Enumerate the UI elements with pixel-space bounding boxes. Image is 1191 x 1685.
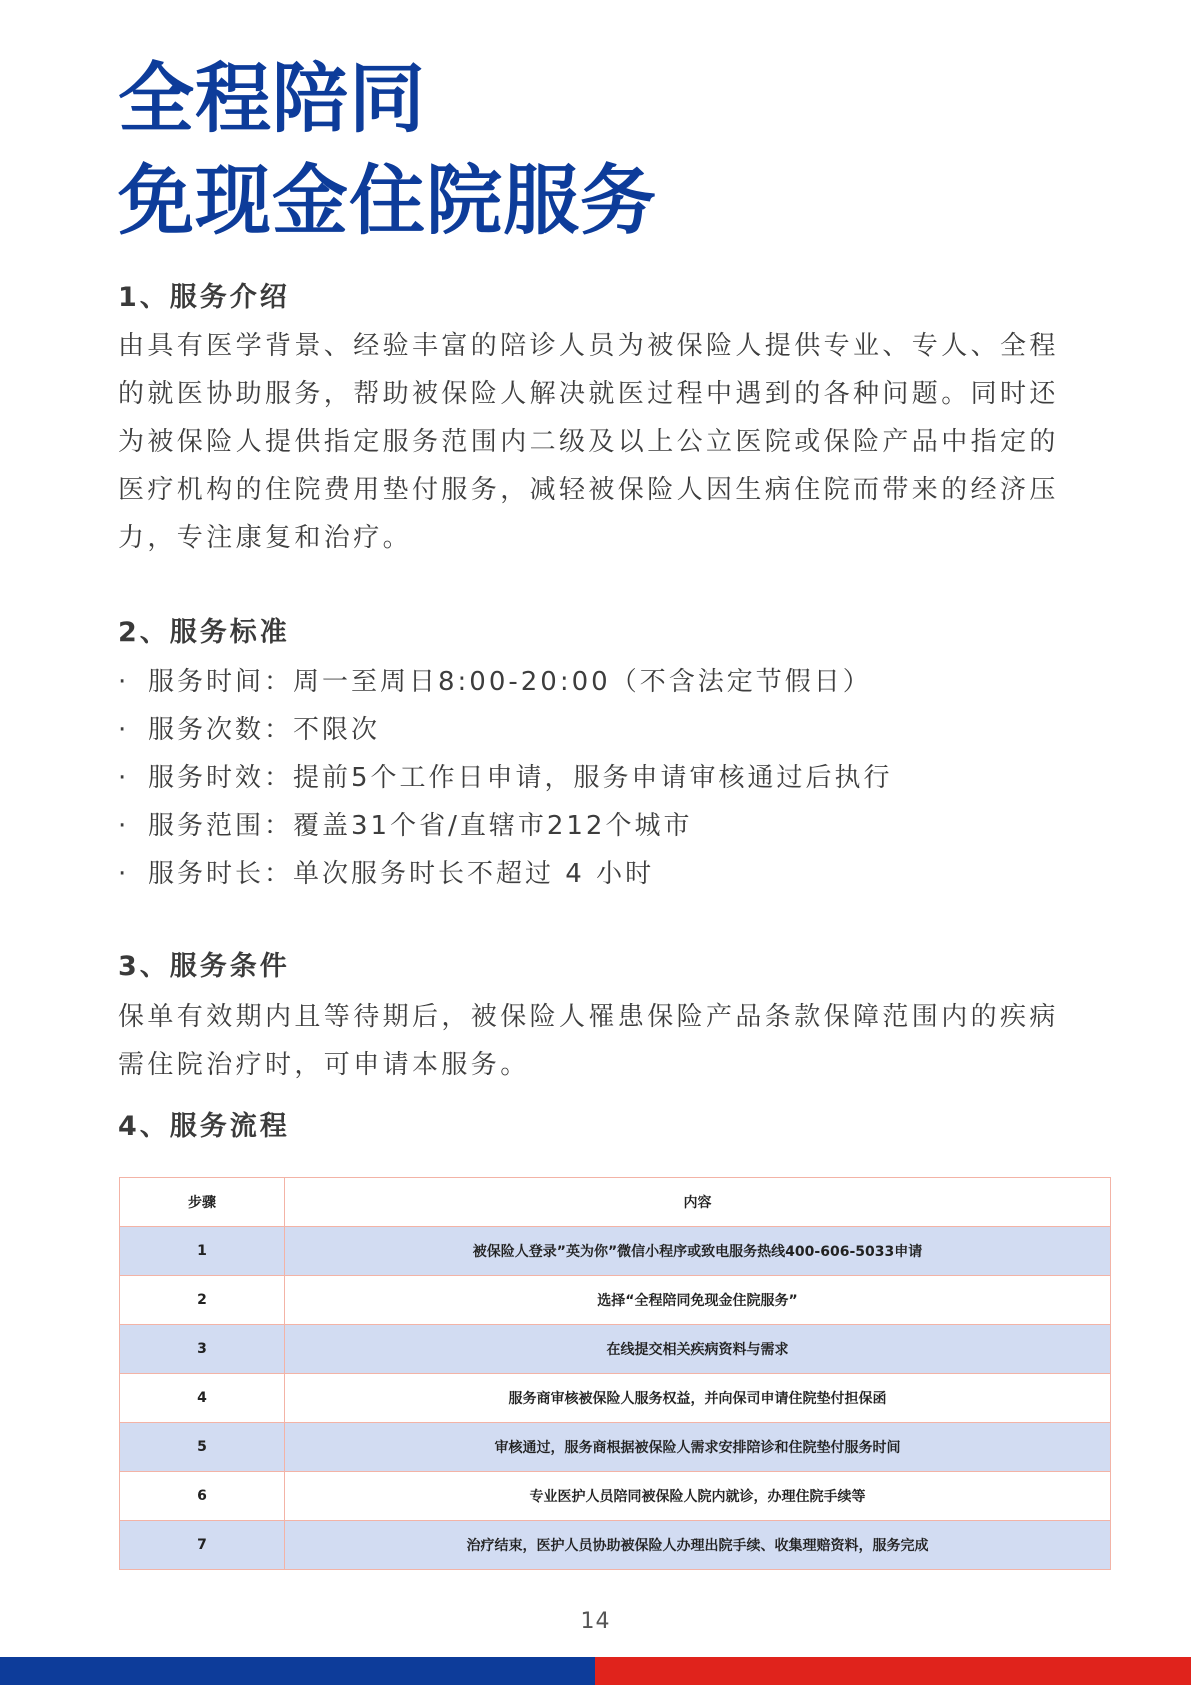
list-item (118, 706, 893, 754)
footer-bar-red (595, 1657, 1191, 1685)
content-cell: 治疗结束，医护人员协助被保险人办理出院手续、收集理赔资料，服务完成 (285, 1521, 1111, 1570)
content-cell: 服务商审核被保险人服务权益，并向保司申请住院垫付担保函 (285, 1374, 1111, 1423)
table-header-row (120, 1178, 1111, 1227)
intro-paragraph (118, 322, 1118, 562)
bullet-icon: · (118, 763, 130, 793)
page-title (118, 48, 657, 252)
list-item (118, 850, 893, 898)
conditions-line: 需住院治疗时，可申请本服务。 (118, 1050, 530, 1080)
intro-line: 为被保险人提供指定服务范围内二级及以上公立医院或保险产品中指定的 (118, 427, 1059, 457)
column-header-step: 步骤 (120, 1178, 285, 1227)
step-cell: 4 (120, 1374, 285, 1423)
table-row (120, 1325, 1111, 1374)
standard-list (118, 658, 893, 898)
list-item-text: 服务次数：不限次 (148, 715, 381, 745)
table-row (120, 1423, 1111, 1472)
column-header-content: 内容 (285, 1178, 1111, 1227)
table-row (120, 1374, 1111, 1423)
step-cell: 6 (120, 1472, 285, 1521)
step-cell: 1 (120, 1227, 285, 1276)
page-title-line-2: 免现金住院服务 (118, 156, 657, 245)
section-heading-standard: 2、服务标准 (118, 617, 290, 648)
step-cell: 5 (120, 1423, 285, 1472)
step-cell: 7 (120, 1521, 285, 1570)
page-title-line-1: 全程陪同 (118, 54, 426, 143)
intro-line: 由具有医学背景、经验丰富的陪诊人员为被保险人提供专业、专人、全程 (118, 331, 1059, 361)
step-cell: 2 (120, 1276, 285, 1325)
intro-line: 医疗机构的住院费用垫付服务，减轻被保险人因生病住院而带来的经济压 (118, 475, 1059, 505)
process-table (119, 1177, 1111, 1570)
list-item (118, 802, 893, 850)
list-item-text: 服务时间：周一至周日8:00-20:00（不含法定节假日） (148, 667, 872, 697)
list-item-text: 服务范围：覆盖31个省/直辖市212个城市 (148, 811, 693, 841)
bullet-icon: · (118, 859, 130, 889)
section-heading-conditions: 3、服务条件 (118, 951, 290, 982)
table-row (120, 1227, 1111, 1276)
section-heading-process: 4、服务流程 (118, 1111, 290, 1142)
table-row (120, 1472, 1111, 1521)
bullet-icon: · (118, 667, 130, 697)
conditions-paragraph (118, 993, 1118, 1089)
bullet-icon: · (118, 715, 130, 745)
conditions-line: 保单有效期内且等待期后，被保险人罹患保险产品条款保障范围内的疾病 (118, 1002, 1059, 1032)
content-cell: 专业医护人员陪同被保险人院内就诊，办理住院手续等 (285, 1472, 1111, 1521)
list-item (118, 658, 893, 706)
list-item (118, 754, 893, 802)
list-item-text: 服务时长：单次服务时长不超过 4 小时 (148, 859, 655, 889)
section-heading-intro: 1、服务介绍 (118, 282, 290, 313)
page-number: 14 (580, 1609, 611, 1634)
list-item-text: 服务时效：提前5个工作日申请，服务申请审核通过后执行 (148, 763, 893, 793)
intro-line: 的就医协助服务，帮助被保险人解决就医过程中遇到的各种问题。同时还 (118, 379, 1059, 409)
bullet-icon: · (118, 811, 130, 841)
intro-line: 力，专注康复和治疗。 (118, 523, 413, 553)
table-row (120, 1276, 1111, 1325)
content-cell: 被保险人登录”英为你”微信小程序或致电服务热线400-606-5033申请 (285, 1227, 1111, 1276)
content-cell: 选择“全程陪同免现金住院服务” (285, 1276, 1111, 1325)
content-cell: 审核通过，服务商根据被保险人需求安排陪诊和住院垫付服务时间 (285, 1423, 1111, 1472)
step-cell: 3 (120, 1325, 285, 1374)
footer-bar-blue (0, 1657, 595, 1685)
content-cell: 在线提交相关疾病资料与需求 (285, 1325, 1111, 1374)
table-row (120, 1521, 1111, 1570)
